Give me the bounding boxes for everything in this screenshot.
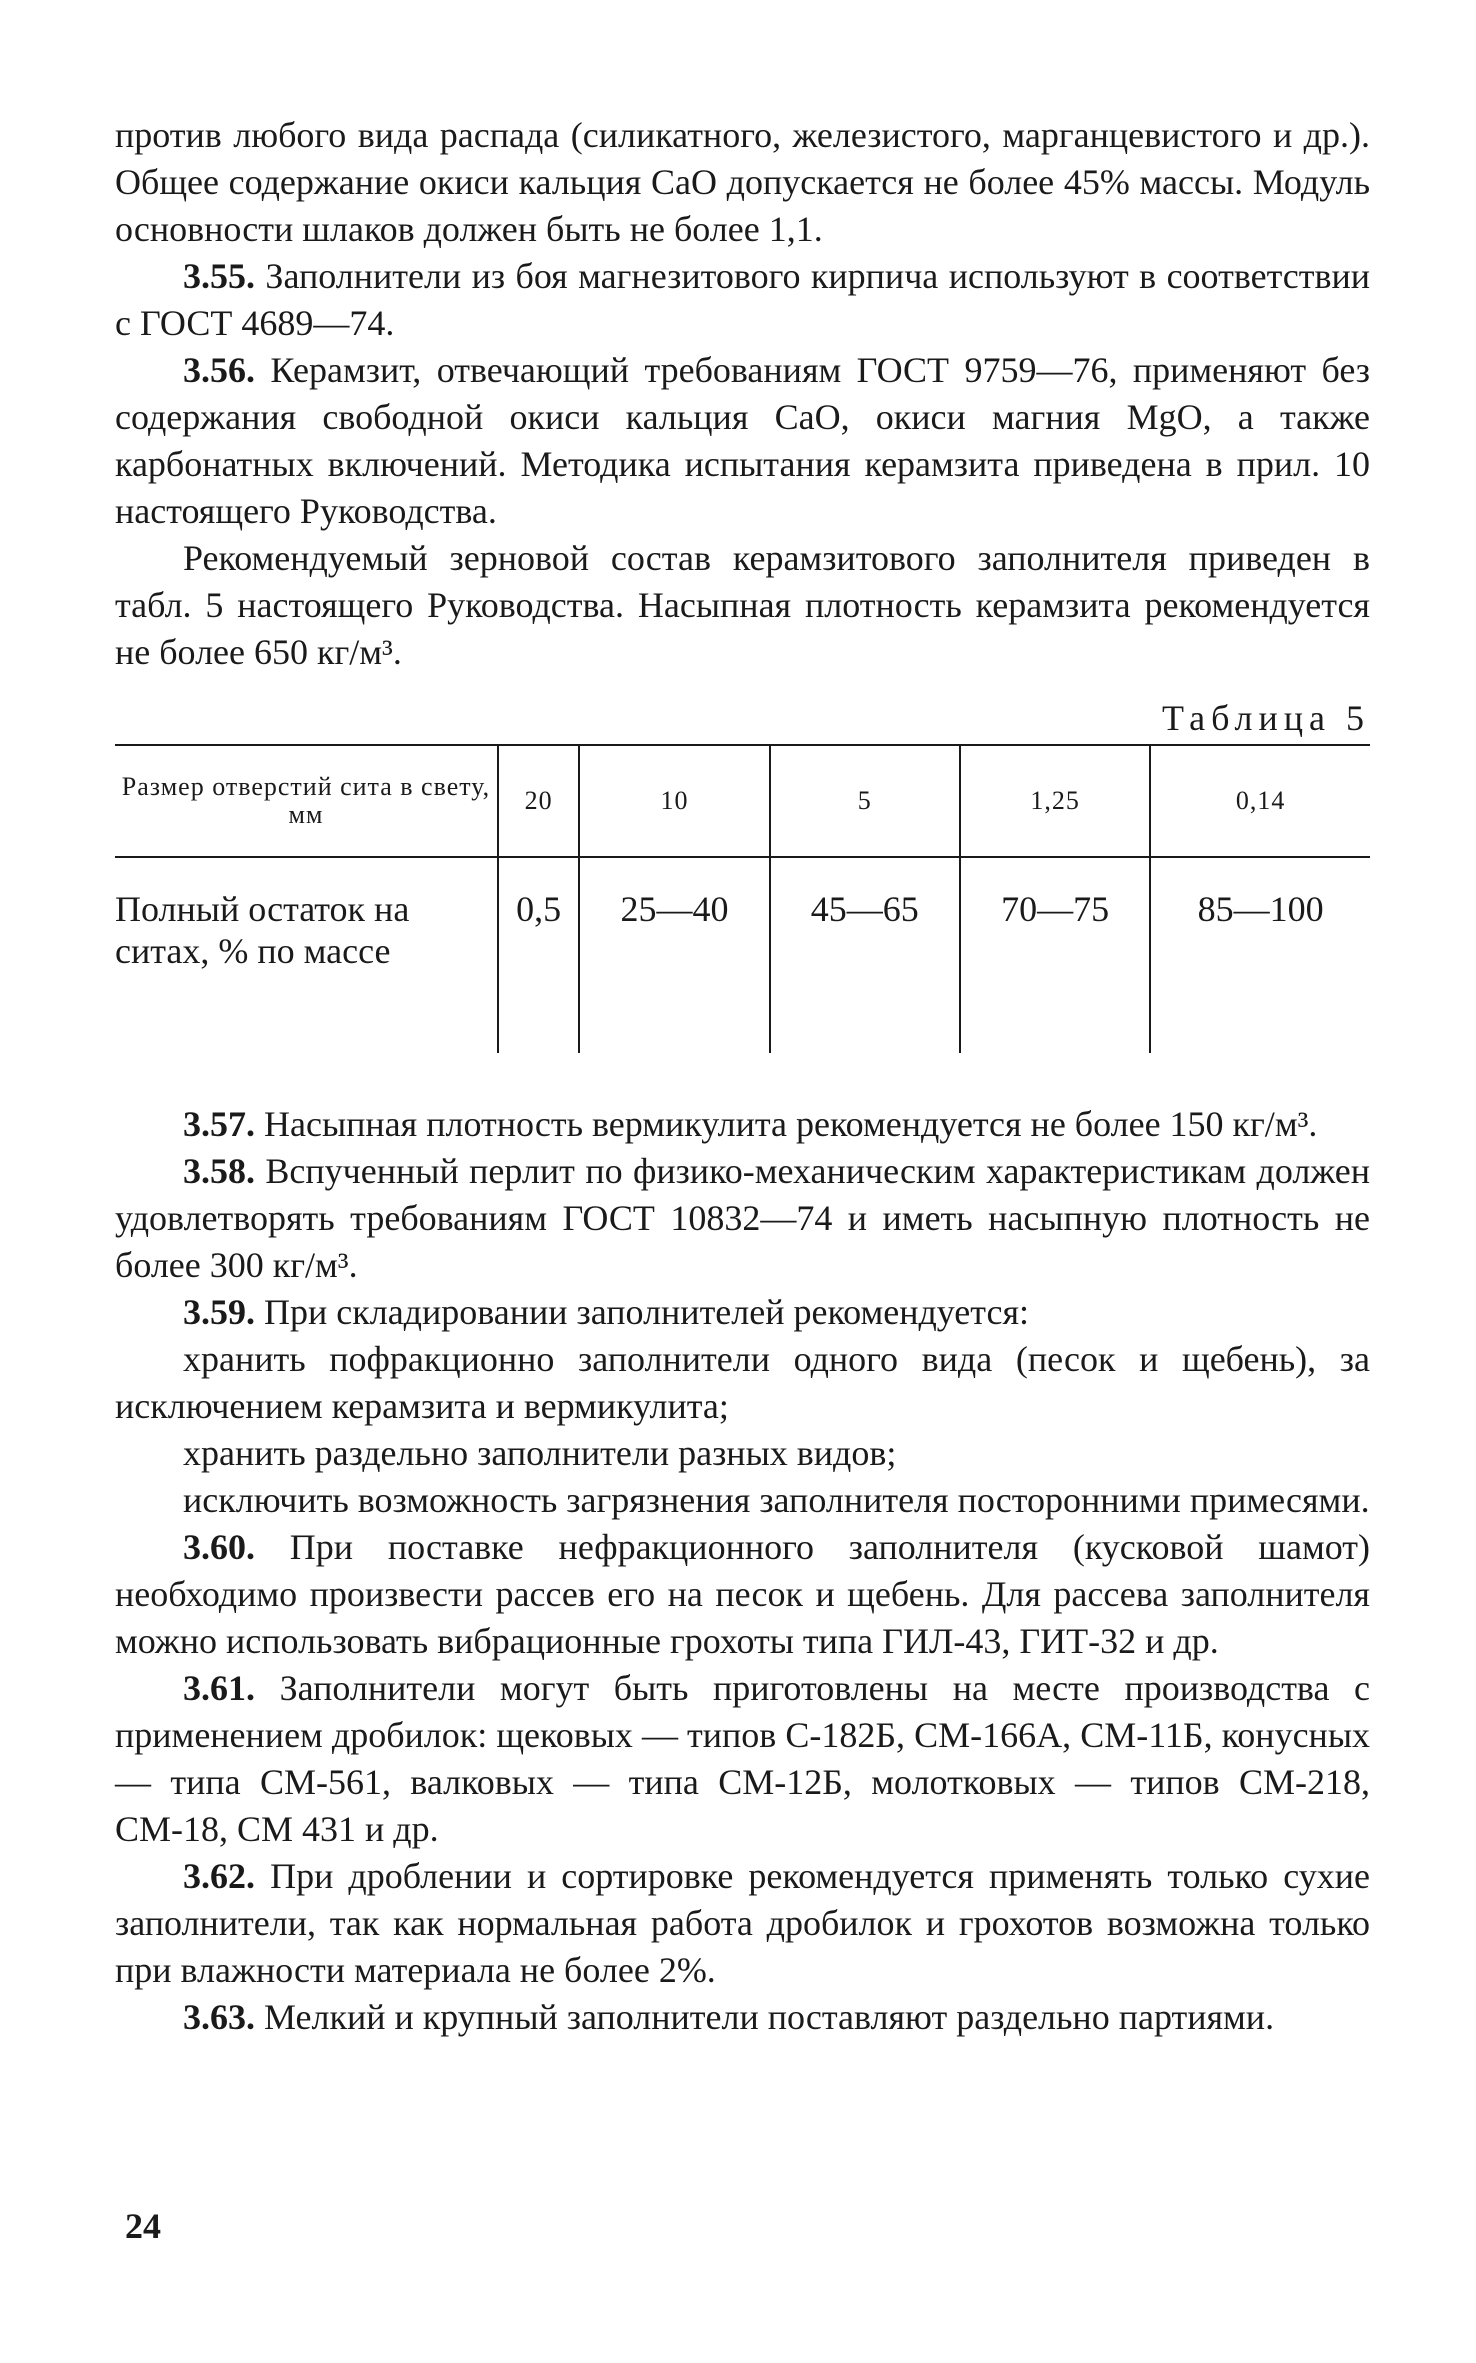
paragraph-text: Вспученный перлит по физико-механическим характеристикам должен удовлетворять требованиям ГОСТ 10832—74 и иметь насыпную плотность не более 300 кг/м³. bbox=[115, 1151, 1370, 1285]
paragraph-3-63 bbox=[115, 1994, 1370, 2041]
paragraph-3-58 bbox=[115, 1148, 1370, 1289]
section-number: 3.56. bbox=[183, 350, 255, 390]
list-item bbox=[115, 1477, 1370, 1524]
paragraph-continuation bbox=[115, 112, 1370, 253]
paragraph-text: против любого вида распада (силикатного, железистого, марганцевистого и др.). Общее содержание окиси кальция CaO допускается не более 45% массы. Модуль основности шлаков должен быть не более 1,1. bbox=[115, 115, 1370, 249]
header-label: Размер отверстий сита в свету, мм bbox=[121, 772, 491, 829]
table-header-row bbox=[115, 745, 1370, 857]
section-number: 3.60. bbox=[183, 1527, 255, 1567]
paragraph-text: Заполнители могут быть приготовлены на месте производства с применением дробилок: щековых — типов С-182Б, СМ-166А, СМ-11Б, конусных — типа СМ-561, валковых — типа СМ-12Б, молотковых — типов СМ-218, СМ-18, СМ 431 и др. bbox=[115, 1668, 1370, 1849]
table-cell: 0,5 bbox=[498, 857, 579, 1053]
paragraph-3-59 bbox=[115, 1289, 1370, 1336]
list-item bbox=[115, 1430, 1370, 1477]
paragraph-text: Заполнители из боя магнезитового кирпича используют в соответствии с ГОСТ 4689—74. bbox=[115, 256, 1370, 343]
table-cell: 70—75 bbox=[960, 857, 1150, 1053]
section-number: 3.63. bbox=[183, 1997, 255, 2037]
header-size: 0,14 bbox=[1150, 745, 1370, 857]
paragraph-text: При дроблении и сортировке рекомендуется применять только сухие заполнители, так как нормальная работа дробилок и грохотов возможна только при влажности материала не более 2%. bbox=[115, 1856, 1370, 1990]
table-cell: 25—40 bbox=[579, 857, 769, 1053]
paragraph-text: Мелкий и крупный заполнители поставляют раздельно партиями. bbox=[255, 1997, 1275, 2037]
sieve-table bbox=[115, 744, 1370, 1053]
page-body bbox=[115, 112, 1370, 2041]
paragraph-3-55 bbox=[115, 253, 1370, 347]
paragraph-3-56 bbox=[115, 347, 1370, 535]
table-caption: Таблица 5 bbox=[1162, 698, 1370, 738]
paragraph-grain-composition bbox=[115, 535, 1370, 676]
paragraph-text: При складировании заполнителей рекомендуется: bbox=[255, 1292, 1029, 1332]
paragraph-3-61 bbox=[115, 1665, 1370, 1853]
page-number: 24 bbox=[125, 2206, 161, 2246]
paragraph-text: Рекомендуемый зерновой состав керамзитового заполнителя приведен в табл. 5 настоящего Руководства. Насыпная плотность керамзита рекомендуется не более 650 кг/м³. bbox=[115, 538, 1370, 672]
paragraph-text: Насыпная плотность вермикулита рекомендуется не более 150 кг/м³. bbox=[255, 1104, 1318, 1144]
section-number: 3.62. bbox=[183, 1856, 255, 1896]
table-cell: 45—65 bbox=[770, 857, 960, 1053]
list-item bbox=[115, 1336, 1370, 1430]
section-number: 3.59. bbox=[183, 1292, 255, 1332]
header-size: 10 bbox=[579, 745, 769, 857]
row-label: Полный остаток на ситах, % по массе bbox=[115, 889, 410, 971]
section-number: 3.58. bbox=[183, 1151, 255, 1191]
table-cell: 85—100 bbox=[1150, 857, 1370, 1053]
paragraph-3-62 bbox=[115, 1853, 1370, 1994]
section-number: 3.55. bbox=[183, 256, 255, 296]
paragraph-text: хранить пофракционно заполнители одного вида (песок и щебень), за исключением керамзита и вермикулита; bbox=[115, 1339, 1370, 1426]
paragraph-3-60 bbox=[115, 1524, 1370, 1665]
paragraph-text: исключить возможность загрязнения заполнителя посторонними примесями. bbox=[183, 1480, 1370, 1520]
header-size: 20 bbox=[498, 745, 579, 857]
paragraph-3-57 bbox=[115, 1101, 1370, 1148]
paragraph-text: Керамзит, отвечающий требованиям ГОСТ 9759—76, применяют без содержания свободной окиси кальция CaO, окиси магния MgO, а также карбонатных включений. Методика испытания керамзита приведена в прил. 10 настоящего Руководства. bbox=[115, 350, 1370, 531]
section-number: 3.57. bbox=[183, 1104, 255, 1144]
header-size: 1,25 bbox=[960, 745, 1150, 857]
paragraph-text: При поставке нефракционного заполнителя (кусковой шамот) необходимо произвести рассев его на песок и щебень. Для рассева заполнителя можно использовать вибрационные грохоты типа ГИЛ-43, ГИТ-32 и др. bbox=[115, 1527, 1370, 1661]
header-size: 5 bbox=[770, 745, 960, 857]
section-number: 3.61. bbox=[183, 1668, 255, 1708]
paragraph-text: хранить раздельно заполнители разных видов; bbox=[183, 1433, 897, 1473]
table-row bbox=[115, 857, 1370, 1053]
